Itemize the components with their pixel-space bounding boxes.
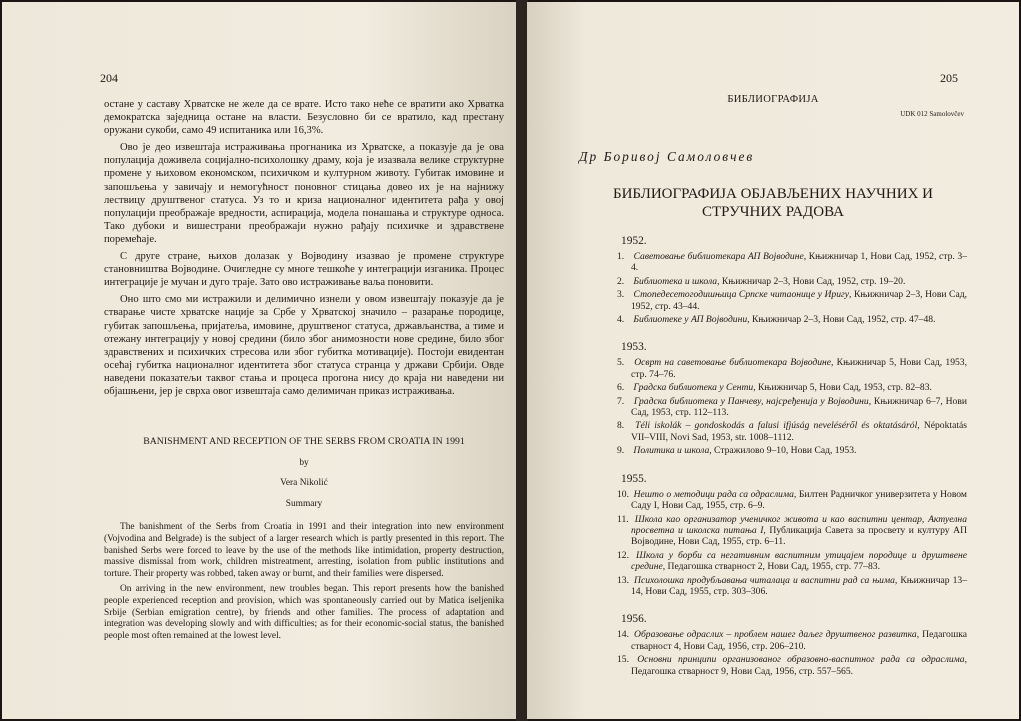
entry-number: 13. [617,574,629,586]
entry-title: Стопедесетогодишњица Српске читаонице у Иригу [631,289,849,301]
entry-title: Школа у борби са негативним васпитним утицајем породице и друштвене средине [631,549,967,573]
year-heading: 1953. [621,341,647,354]
page-number: 205 [940,71,958,85]
paragraph: Оно што смо ми истражили и делимично изнели у овом извештају показује да је стварање чисте хрватске нације за Србе у Хрватској значило – разарање породице, губитак запошљења, пријатеља, имовине, друштвеног статуса, држављанства, а тиме и отежану интеграцију у новој средини (било због анимозности нове средине, било због здравствених и психичких стресова или због губитка мотивације). Постоји евидентан осећај губитка националног идентитета због статуса странца у држави Србији. Овде наведени показатељи таквог стања и процеса прогона нису до краја ни наведени ни објашњени, јер је сврха овог извештаја само делимичан приказ истраживања. [104,294,504,397]
summary-heading: Summary [285,498,323,509]
entry-details: , Књижничар 2–3, Нови Сад, 1952, стр. 43–44. [631,289,967,312]
entry-details: , Стражилово 9–10, Нови Сад, 1953. [709,445,857,457]
page-number: 204 [100,71,118,85]
bibliography-entry [579,654,967,677]
paragraph: С друге стране, њихов долазак у Војводину изазвао је промене структуре становништва Војводине. Очигледне су многе тешкоће у интеграцији изганика. Процес интеграције је мучан и дуго траје. Зато ово истраживање ваља поновити. [104,251,504,289]
entry-number: 3. [617,289,625,301]
entry-details: , Књижничар 2–3, Нови Сад, 1952, стр. 19–20. [717,275,906,287]
bibliography-entry [579,251,967,274]
entry-title: Политика и школа [631,445,710,457]
entry-details: , Књижничар 5, Нови Сад, 1953, стр. 82–83. [753,382,932,394]
entry-title: Нешто о методици рада са одраслима [631,488,794,500]
entry-title: Библиотеке у АП Војводини [631,314,748,326]
entry-details: , Књижничар 13–14, Нови Сад, 1955, стр. 303–306. [631,574,967,597]
bibliography-entry [579,575,967,598]
year-heading: 1952. [621,235,647,247]
entry-title: Градска библиотека у Сенти [631,382,754,394]
right-page [527,2,1019,719]
bibliography-section [579,94,967,679]
english-summary [104,436,504,646]
entry-number: 7. [617,395,625,407]
entry-number: 4. [617,314,625,326]
entry-number: 15. [617,654,629,666]
article-author: Др Боривој Самоловчев [579,149,755,164]
entry-title: Градска библиотека у Панчеву, најсређенија у Војводини [631,395,869,407]
entry-number: 14. [617,629,629,641]
article-title [579,185,967,221]
bibliography-entry [579,276,967,287]
udk-code: UDK 012 Samolovčev [900,110,964,118]
bibliography-entry [579,514,967,548]
paragraph: Ово је део извештаја истраживања прогнаника из Хрватске, а показује да је ова популација доживела социјално-психолошку драму, која је изазвала велике структурне промене у њиховом економском, психичком и културном животу. Губитак имовине и запошљења у завичају и немогућност поновног стицања довео их је на најнижу лествицу друштвеног статуса. Уз то и криза националног идентитета рађа у овој популацији преображаје вредности, аспирација, модела понашања и структуре односа. Тако дубоки и вишестрани преображаји нужно рађају психичке и здравствене поремећаје. [104,142,504,245]
entry-details: , Педагошка стварност 4, Нови Сад, 1956, стр. 206–210. [631,629,967,652]
entry-number: 12. [617,549,629,561]
entry-number: 9. [617,445,625,457]
bibliography-entry [579,489,967,512]
left-page [2,2,518,719]
summary-paragraph: The banishment of the Serbs from Croatia in 1991 and their integration into new environment (Vojvodina and Belgrade) is the subject of a larger research which is partly presented in this report. The banished Serbs were forced to leave by the use of the methods like intimidation, property destruction, massive dismissal from work, children mistreatment, arresting, isolation from public institutions and torture. Their property was robbed, taken away or burnt, and their families were dispersed. [104,522,504,579]
entry-details: , Књижничар 1, Нови Сад, 1952, стр. 3–4. [631,251,968,274]
title-line: БИБЛИОГРАФИЈА ОБЈАВЉЕНИХ НАУЧНИХ И [612,186,934,202]
entry-details: , Népoktatás VII–VIII, Novi Sad, 1953, str. 1008–1112. [631,420,967,443]
entry-title: Саветовање библиотекара АП Војводине [631,251,804,262]
entry-number: 11. [617,513,629,525]
serbian-text-body [104,98,504,402]
bibliography-list [579,235,967,677]
entry-number: 5. [617,357,625,369]
entry-details: , Билтен Радничког универзитета у Новом Саду I, Нови Сад, 1955, стр. 6–9. [631,488,967,512]
entry-title: Психолошка продубљавања читалаца и васпитни рад са њима [631,574,895,586]
entry-details: , Публикација Савета за просвету и културу АП Војводине, Нови Сад, 1955, стр. 6–11. [631,524,967,548]
bibliography-entry [579,420,967,443]
bibliography-entry [579,445,967,456]
entry-title: Téli iskolák – gondoskodás a falusi ifjúság neveléséről és oktatásáról [631,420,918,432]
running-head: БИБЛИОГРАФИЈА [727,94,819,105]
entry-title: Осврт на саветовање библиотекара Војводине [631,357,832,369]
bibliography-entry [579,396,967,419]
summary-title: BANISHMENT AND RECEPTION OF THE SERBS FROM CROATIA IN 1991 [143,436,465,447]
entry-details: , Књижничар 6–7, Нови Сад, 1953, стр. 112–113. [631,395,967,419]
entry-number: 1. [617,251,625,262]
bibliography-entry [579,550,967,573]
year-heading: 1956. [621,613,647,626]
entry-details: , Књижничар 2–3, Нови Сад, 1952, стр. 47–48. [747,314,936,326]
paragraph: остане у саставу Хрватске не желе да се врате. Исто тако неће се вратити ако Хрватка демократска заједница остане на власти. Безусловно би се вратило, кад престану оружани сукоби, само 49 испитаника или 16,3%. [104,99,504,137]
bibliography-entry [579,314,967,325]
entry-title: Библиотека и школа [631,275,718,287]
bibliography-entry [579,357,967,380]
bibliography-entry [579,629,967,652]
bibliography-entry [579,289,967,312]
entry-details: , Књижничар 5, Нови Сад, 1953, стр. 74–76. [631,357,967,380]
entry-title: Образовање одраслих – проблем нашег даљег друштвеног развитка [631,629,917,641]
summary-paragraph: On arriving in the new environment, new troubles began. This report presents how the banished people experienced reception and provision, which was spontaneously carried out by Matica iseljenika Srbije (Serbian emigration centre), by friends and other families. The process of adaptation and integration was developing slowly and with difficulties; as for their economic-social status, the banished people most often remained at the lowest level. [104,584,504,641]
entry-number: 6. [617,382,625,394]
entry-details: , Педагошка стварност 2, Нови Сад, 1955, стр. 77–83. [662,561,880,573]
summary-author: Vera Nikolić [280,478,328,489]
entry-title: Школа као организатор ученичког живота и као васпитни центар, Актуелна просветна и школска питања I [631,513,967,536]
entry-number: 10. [617,488,629,500]
by-line: by [299,457,309,468]
entry-number: 2. [617,275,625,287]
year-heading: 1955. [621,472,647,485]
entry-details: , Педагошка стварност 9, Нови Сад, 1956, стр. 557–565. [631,654,967,677]
entry-title: Основни принципи организованог образовно-васпитног рада са одраслима [631,654,965,666]
title-line: СТРУЧНИХ РАДОВА [702,204,844,220]
entry-number: 8. [617,420,625,432]
bibliography-entry [579,382,967,393]
